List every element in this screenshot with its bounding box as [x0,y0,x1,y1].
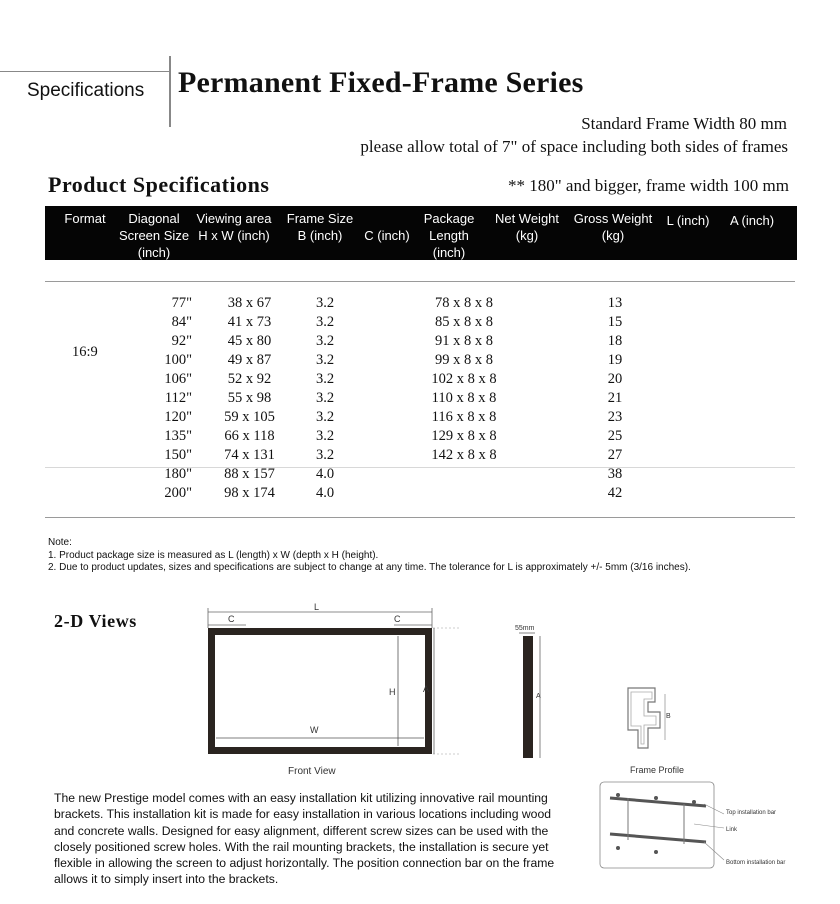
col-header-c: C (inch) [364,228,410,243]
gross-weight-cell: 13 [607,295,623,311]
package-length-cell: 78 x 8 x 8 [435,295,493,311]
frame-size-cell: 3.2 [315,428,335,444]
frame-size-cell: 4.0 [315,466,335,482]
note-item: 2. Due to product updates, sizes and specifications are subject to change at any time. The tolerance for L is approximately +/- 5mm (3/16 inches). [48,562,691,573]
col-header-l: L (inch) [666,213,710,228]
frame-size-cell: 3.2 [315,371,335,387]
gross-weight-cell: 38 [607,466,623,482]
diagonal-size-cell: 92" [171,333,192,349]
diagonal-size-cell: 112" [164,390,192,406]
gross-weight-cell: 42 [607,485,623,501]
note-item: 1. Product package size is measured as L (length) x W (depth x H (height). [48,549,379,561]
gross-weight-cell: 21 [607,390,623,406]
col-header-net-weight: Net Weight (kg) [494,211,560,243]
large-size-frame-note: ** 180" and bigger, frame width 100 mm [507,176,789,195]
viewing-area-cell: 59 x 105 [224,409,275,425]
viewing-area-cell: 74 x 131 [224,447,275,463]
diagonal-size-cell: 100" [164,352,192,368]
col-header-package-length: Package Length (inch) [423,211,475,260]
diagonal-size-cell: 135" [164,428,192,444]
viewing-area-cell: 52 x 92 [227,371,272,387]
section-tab-label: Specifications [27,80,145,101]
format-cell: 16:9 [72,344,98,360]
dim-label-h: H [389,687,396,697]
viewing-area-cell: 88 x 157 [224,466,275,482]
viewing-area-cell: 49 x 87 [227,352,272,368]
frame-width-note: Standard Frame Width 80 mm [581,114,787,133]
mounting-bracket-diagram [598,780,788,880]
gross-weight-cell: 27 [607,447,623,463]
notes-heading: Note: [48,537,72,548]
page-title: Permanent Fixed-Frame Series [178,66,584,99]
spec-table-header [45,206,797,260]
gross-weight-cell: 20 [607,371,623,387]
tab-divider-vertical [169,56,171,127]
col-header-gross-weight: Gross Weight (kg) [573,211,653,243]
front-view-diagram [200,600,500,780]
dim-label-55mm: 55mm [515,625,535,632]
tab-divider-horizontal [0,71,171,72]
space-allowance-note: please allow total of 7" of space including both sides of frames [360,137,788,156]
col-header-viewing-area: Viewing area H x W (inch) [196,211,272,243]
package-length-cell: 129 x 8 x 8 [431,428,497,444]
frame-size-cell: 3.2 [315,314,335,330]
dim-label-a: A [423,684,430,694]
package-length-cell: 142 x 8 x 8 [431,447,497,463]
diagonal-size-cell: 77" [171,295,192,311]
frame-size-cell: 3.2 [315,390,335,406]
package-length-cell: 110 x 8 x 8 [431,390,497,406]
diagonal-size-cell: 106" [164,371,192,387]
viewing-area-cell: 66 x 118 [224,428,275,444]
product-specifications-heading: Product Specifications [48,172,270,197]
col-header-format: Format [64,211,106,226]
diagonal-size-cell: 84" [171,314,192,330]
gross-weight-cell: 19 [607,352,623,368]
frame-size-cell: 3.2 [315,447,335,463]
bracket-top-label: Top installation bar [726,810,777,816]
dim-label-b: B [666,713,671,720]
package-length-cell: 85 x 8 x 8 [435,314,493,330]
side-frame [523,636,533,758]
notes-block [48,537,691,575]
package-length-cell: 102 x 8 x 8 [431,371,497,387]
gross-weight-cell: 18 [607,333,623,349]
front-view-label: Front View [288,766,336,777]
side-view-diagram [505,620,565,760]
gross-weight-cell: 15 [607,314,623,330]
dim-label-c-left: C [228,614,235,624]
frame-profile-diagram [600,680,720,780]
diagonal-size-cell: 120" [164,409,192,425]
diagonal-size-cell: 200" [164,485,192,501]
frame-size-cell: 3.2 [315,352,335,368]
product-description: The new Prestige model comes with an easy installation kit utilizing innovative rail mounting brackets. This installation kit is made for easy installation in various locations including wood and concrete walls. Designed for easy alignment, different screw sizes can be used with the closely positioned screw holes. With the rail mounting brackets, the installation is secure yet flexible in allowing the screen to adjust horizontally. The position connection bar on the frame allows it to simply insert into the brackets. [54,791,555,887]
gross-weight-cell: 23 [607,409,623,425]
table-divider-bottom [45,517,795,518]
col-header-frame-size: Frame Size B (inch) [286,211,354,243]
frame-size-cell: 3.2 [315,409,335,425]
views-heading: 2-D Views [54,611,137,631]
col-header-diagonal: Diagonal Screen Size (inch) [118,211,190,260]
dim-label-w: W [310,725,319,735]
frame-size-cell: 4.0 [315,485,335,501]
package-length-cell: 116 x 8 x 8 [431,409,497,425]
viewing-area-cell: 98 x 174 [224,485,275,501]
package-length-cell: 91 x 8 x 8 [435,333,493,349]
dim-label-l: L [314,602,320,612]
viewing-area-cell: 45 x 80 [227,333,272,349]
viewing-area-cell: 55 x 98 [227,390,272,406]
diagonal-size-cell: 150" [164,447,192,463]
col-header-a: A (inch) [729,213,775,228]
dim-label-a-side: A [536,693,541,700]
gross-weight-cell: 25 [607,428,623,444]
viewing-area-cell: 38 x 67 [227,295,272,311]
bracket-bottom-label: Bottom installation bar [726,860,786,866]
bracket-link-label: Link [726,827,738,833]
viewing-area-cell: 41 x 73 [227,314,272,330]
table-divider-top [45,281,795,282]
diagonal-size-cell: 180" [164,466,192,482]
frame-size-cell: 3.2 [315,295,335,311]
frame-size-cell: 3.2 [315,333,335,349]
frame-profile-label: Frame Profile [630,765,685,775]
dim-label-c-right: C [394,614,401,624]
package-length-cell: 99 x 8 x 8 [435,352,493,368]
